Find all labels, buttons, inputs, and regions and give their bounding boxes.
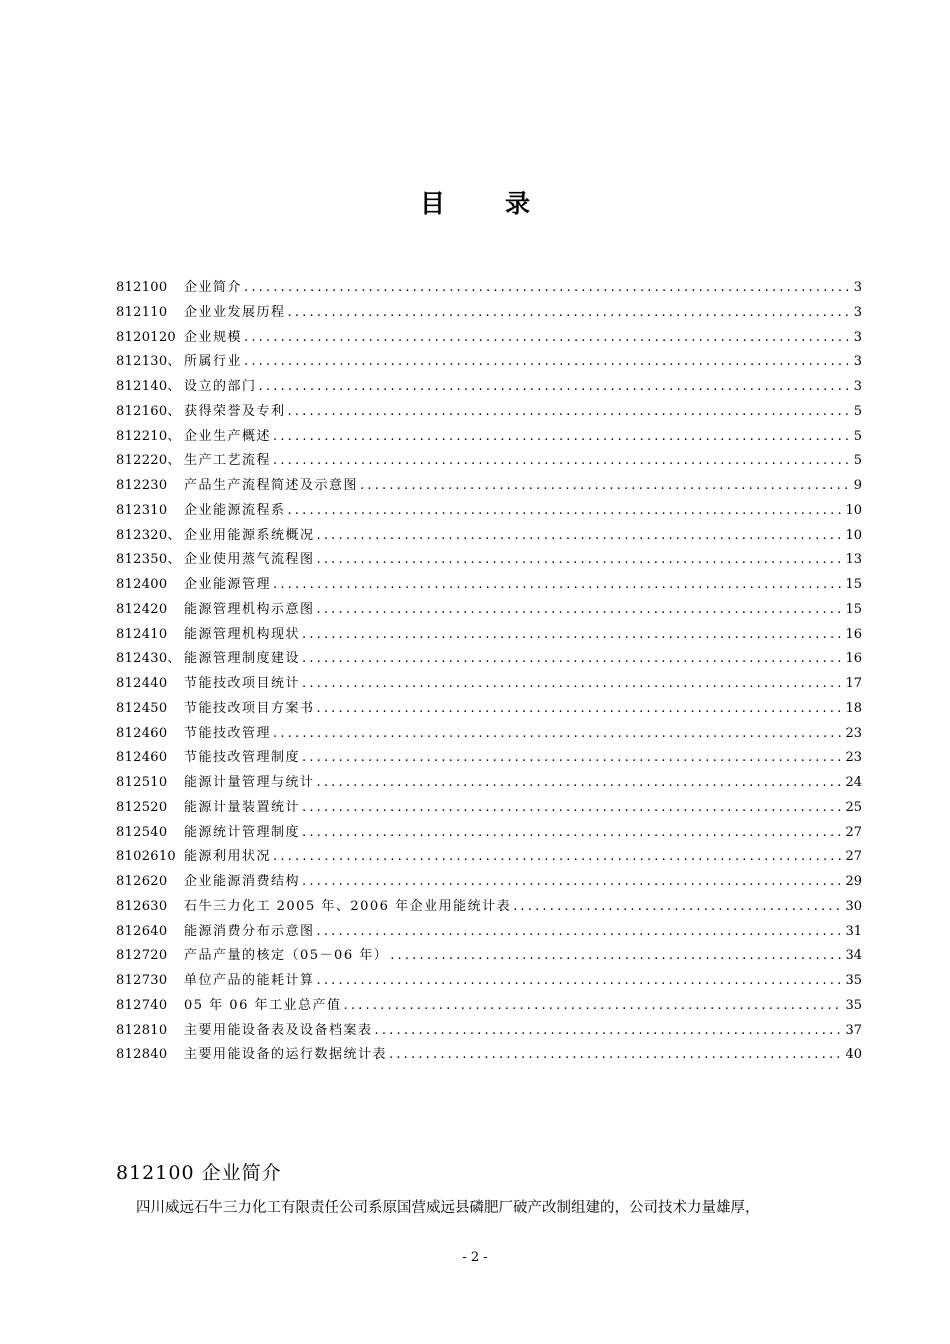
toc-entry-title: 企业简介	[184, 280, 243, 295]
toc-entry-code: 812640	[116, 923, 168, 939]
toc-entry[interactable]	[116, 623, 862, 648]
toc-entry-code: 8102610	[116, 849, 176, 865]
toc-entry-leader-dots	[317, 524, 844, 549]
toc-entry-code: 812210、	[116, 428, 181, 444]
toc-entry-leader-dots	[288, 400, 852, 425]
toc-entry-title: 企业使用蒸气流程图	[184, 552, 315, 568]
toc-entry-page-number: 3	[853, 379, 862, 394]
toc-entry-code: 812620	[116, 874, 168, 889]
toc-entry[interactable]	[116, 425, 862, 450]
toc-title	[0, 184, 950, 220]
toc-entry[interactable]	[116, 276, 862, 301]
toc-entry-leader-dots	[244, 326, 852, 351]
toc-entry-leader-dots	[302, 821, 843, 846]
toc-entry-leader-dots	[244, 276, 852, 301]
toc-entry-code: 812540	[116, 824, 168, 840]
toc-entry-title: 节能技改管理制度	[184, 750, 301, 766]
toc-entry-page-number: 5	[853, 403, 862, 419]
toc-entry-code: 812410	[116, 626, 168, 642]
toc-entry-title: 企业能源消费结构	[184, 874, 301, 889]
toc-entry-code: 812810	[116, 1022, 168, 1038]
toc-entry-title: 能源消费分布示意图	[184, 923, 315, 939]
toc-entry-code: 812630	[116, 898, 168, 914]
toc-entry-code: 812440	[116, 676, 168, 691]
toc-entry[interactable]	[116, 821, 862, 846]
page-number-footer: - 2 -	[462, 1250, 488, 1265]
toc-entry[interactable]	[116, 697, 862, 722]
table-of-contents	[116, 276, 862, 1068]
toc-entry-title: 石牛三力化工 2005 年、2006 年企业用能统计表	[184, 898, 512, 914]
toc-entry[interactable]	[116, 1019, 862, 1044]
toc-entry[interactable]	[116, 499, 862, 524]
toc-entry-leader-dots	[302, 746, 843, 771]
toc-entry-page-number: 3	[853, 304, 862, 320]
toc-entry-title: 能源利用状况	[184, 849, 272, 865]
toc-entry[interactable]	[116, 870, 862, 895]
toc-entry-title: 企业能源流程系	[184, 502, 286, 518]
toc-entry[interactable]	[116, 771, 862, 796]
toc-entry-code: 812100	[116, 280, 168, 295]
toc-entry-title: 能源管理机构示意图	[184, 601, 315, 617]
toc-entry-title: 能源统计管理制度	[184, 824, 301, 840]
toc-entry-leader-dots	[273, 449, 852, 474]
toc-entry-leader-dots	[302, 623, 843, 648]
toc-entry-page-number: 15	[845, 601, 862, 617]
toc-entry[interactable]	[116, 548, 862, 573]
section-heading: 812100 企业简介	[116, 1162, 282, 1184]
toc-entry-code: 812520	[116, 799, 168, 815]
toc-entry-title: 能源管理制度建设	[184, 651, 301, 667]
toc-entry-code: 812740	[116, 997, 168, 1013]
toc-entry-page-number: 23	[845, 725, 862, 741]
toc-entry-page-number: 18	[845, 700, 862, 716]
toc-entry-leader-dots	[302, 870, 843, 895]
toc-entry-leader-dots	[317, 969, 844, 994]
toc-entry[interactable]	[116, 647, 862, 672]
toc-entry-page-number: 23	[845, 750, 862, 766]
toc-entry-leader-dots	[317, 598, 844, 623]
toc-entry-page-number: 16	[845, 651, 862, 667]
toc-entry-page-number: 16	[845, 626, 862, 642]
toc-entry-code: 812720	[116, 948, 168, 964]
toc-entry[interactable]	[116, 969, 862, 994]
toc-entry-title: 企业能源管理	[184, 577, 272, 592]
toc-entry-leader-dots	[259, 375, 852, 400]
toc-entry-title: 获得荣誉及专利	[184, 403, 286, 419]
section-body-text: 四川威远石牛三力化工有限责任公司系原国营威远县磷肥厂破产改制组建的，公司技术力量雄厚，	[136, 1200, 760, 1216]
toc-entry[interactable]	[116, 375, 862, 400]
toc-entry-title: 产品生产流程简述及示意图	[184, 478, 359, 493]
toc-entry[interactable]	[116, 400, 862, 425]
toc-entry-code: 8120120	[116, 329, 176, 345]
toc-entry-leader-dots	[360, 474, 852, 499]
toc-entry[interactable]	[116, 796, 862, 821]
toc-entry-title: 主要用能设备的运行数据统计表	[184, 1047, 388, 1063]
toc-entry-page-number: 27	[845, 849, 862, 865]
toc-entry[interactable]	[116, 1043, 862, 1068]
toc-entry[interactable]	[116, 301, 862, 326]
toc-entry-leader-dots	[317, 920, 844, 945]
toc-entry-code: 812130、	[116, 354, 181, 370]
toc-entry-page-number: 3	[853, 329, 862, 345]
toc-entry-code: 812460	[116, 725, 168, 741]
toc-entry-leader-dots	[390, 944, 843, 969]
toc-entry-code: 812230	[116, 478, 168, 493]
toc-entry-page-number: 3	[853, 280, 862, 295]
toc-entry-leader-dots	[302, 796, 843, 821]
toc-entry-code: 812400	[116, 577, 168, 592]
toc-entry[interactable]	[116, 474, 862, 499]
toc-entry-leader-dots	[317, 548, 844, 573]
toc-entry-page-number: 24	[845, 775, 862, 790]
toc-entry-title: 生产工艺流程	[184, 453, 272, 469]
toc-entry-page-number: 34	[845, 948, 862, 964]
toc-entry-code: 812510	[116, 775, 168, 790]
toc-entry-page-number: 35	[845, 997, 862, 1013]
toc-entry-code: 812160、	[116, 403, 181, 419]
toc-entry-page-number: 5	[853, 428, 862, 444]
toc-entry-title: 企业生产概述	[184, 428, 272, 444]
toc-entry[interactable]	[116, 524, 862, 549]
toc-entry-page-number: 15	[845, 577, 862, 592]
toc-entry-code: 812140、	[116, 379, 181, 394]
toc-entry-title: 能源计量管理与统计	[184, 775, 315, 790]
toc-entry-title: 节能技改项目统计	[184, 676, 301, 691]
toc-title-char-2: 录	[505, 189, 531, 218]
toc-entry[interactable]	[116, 672, 862, 697]
toc-entry-code: 812310	[116, 502, 168, 518]
toc-entry-page-number: 10	[845, 527, 862, 543]
toc-entry-page-number: 40	[845, 1047, 862, 1063]
toc-entry-title: 企业用能源系统概况	[184, 527, 315, 543]
toc-entry-title: 产品产量的核定（05－06 年）	[184, 948, 389, 964]
toc-entry-page-number: 37	[845, 1022, 862, 1038]
toc-entry-page-number: 25	[845, 799, 862, 815]
toc-entry-title: 企业业发展历程	[184, 304, 286, 320]
toc-entry[interactable]	[116, 573, 862, 598]
toc-entry-page-number: 27	[845, 824, 862, 840]
toc-entry-title: 05 年 06 年工业总产值	[184, 997, 342, 1013]
toc-entry-code: 812110	[116, 304, 168, 320]
toc-entry-code: 812420	[116, 601, 168, 617]
toc-entry[interactable]	[116, 598, 862, 623]
toc-entry[interactable]	[116, 920, 862, 945]
toc-entry-page-number: 9	[853, 478, 862, 493]
toc-entry[interactable]	[116, 944, 862, 969]
toc-entry[interactable]	[116, 994, 862, 1019]
toc-entry-code: 812450	[116, 700, 168, 716]
toc-entry-leader-dots	[273, 722, 843, 747]
toc-entry-code: 812350、	[116, 552, 181, 568]
toc-entry-code: 812430、	[116, 651, 181, 667]
toc-entry-leader-dots	[273, 845, 843, 870]
toc-entry[interactable]	[116, 350, 862, 375]
toc-entry-page-number: 5	[853, 453, 862, 469]
toc-entry-code: 812840	[116, 1047, 168, 1063]
toc-entry-title: 设立的部门	[184, 379, 257, 394]
toc-entry-leader-dots	[513, 895, 843, 920]
toc-entry-leader-dots	[302, 672, 843, 697]
toc-entry[interactable]	[116, 722, 862, 747]
toc-entry-page-number: 35	[845, 973, 862, 988]
toc-entry-title: 能源计量装置统计	[184, 799, 301, 815]
toc-entry-leader-dots	[375, 1019, 844, 1044]
toc-entry-leader-dots	[273, 425, 852, 450]
toc-entry-code: 812220、	[116, 453, 181, 469]
toc-entry[interactable]	[116, 326, 862, 351]
toc-entry-page-number: 29	[845, 874, 862, 889]
toc-entry-code: 812320、	[116, 527, 181, 543]
toc-entry-title: 所属行业	[184, 354, 243, 370]
toc-entry[interactable]	[116, 449, 862, 474]
toc-entry-page-number: 3	[853, 354, 862, 370]
toc-entry-leader-dots	[302, 647, 843, 672]
toc-entry-leader-dots	[317, 771, 844, 796]
toc-entry-code: 812730	[116, 973, 168, 988]
toc-entry-title: 节能技改管理	[184, 725, 272, 741]
toc-entry-title: 企业规模	[184, 329, 243, 345]
toc-entry-title: 能源管理机构现状	[184, 626, 301, 642]
toc-entry[interactable]	[116, 746, 862, 771]
toc-entry-leader-dots	[343, 994, 843, 1019]
toc-entry-page-number: 17	[845, 676, 862, 691]
toc-entry[interactable]	[116, 895, 862, 920]
toc-entry-title: 节能技改项目方案书	[184, 700, 315, 716]
toc-entry-code: 812460	[116, 750, 168, 766]
toc-entry-page-number: 13	[845, 552, 862, 568]
toc-entry[interactable]	[116, 845, 862, 870]
toc-entry-title: 主要用能设备表及设备档案表	[184, 1022, 373, 1038]
toc-entry-leader-dots	[273, 573, 843, 598]
toc-entry-leader-dots	[288, 499, 844, 524]
toc-entry-page-number: 30	[845, 898, 862, 914]
toc-entry-page-number: 31	[845, 923, 862, 939]
toc-entry-leader-dots	[389, 1043, 843, 1068]
toc-entry-leader-dots	[288, 301, 852, 326]
toc-title-char-1: 目	[419, 189, 445, 218]
toc-entry-leader-dots	[244, 350, 852, 375]
toc-entry-leader-dots	[317, 697, 844, 722]
toc-entry-page-number: 10	[845, 502, 862, 518]
toc-entry-title: 单位产品的能耗计算	[184, 973, 315, 988]
